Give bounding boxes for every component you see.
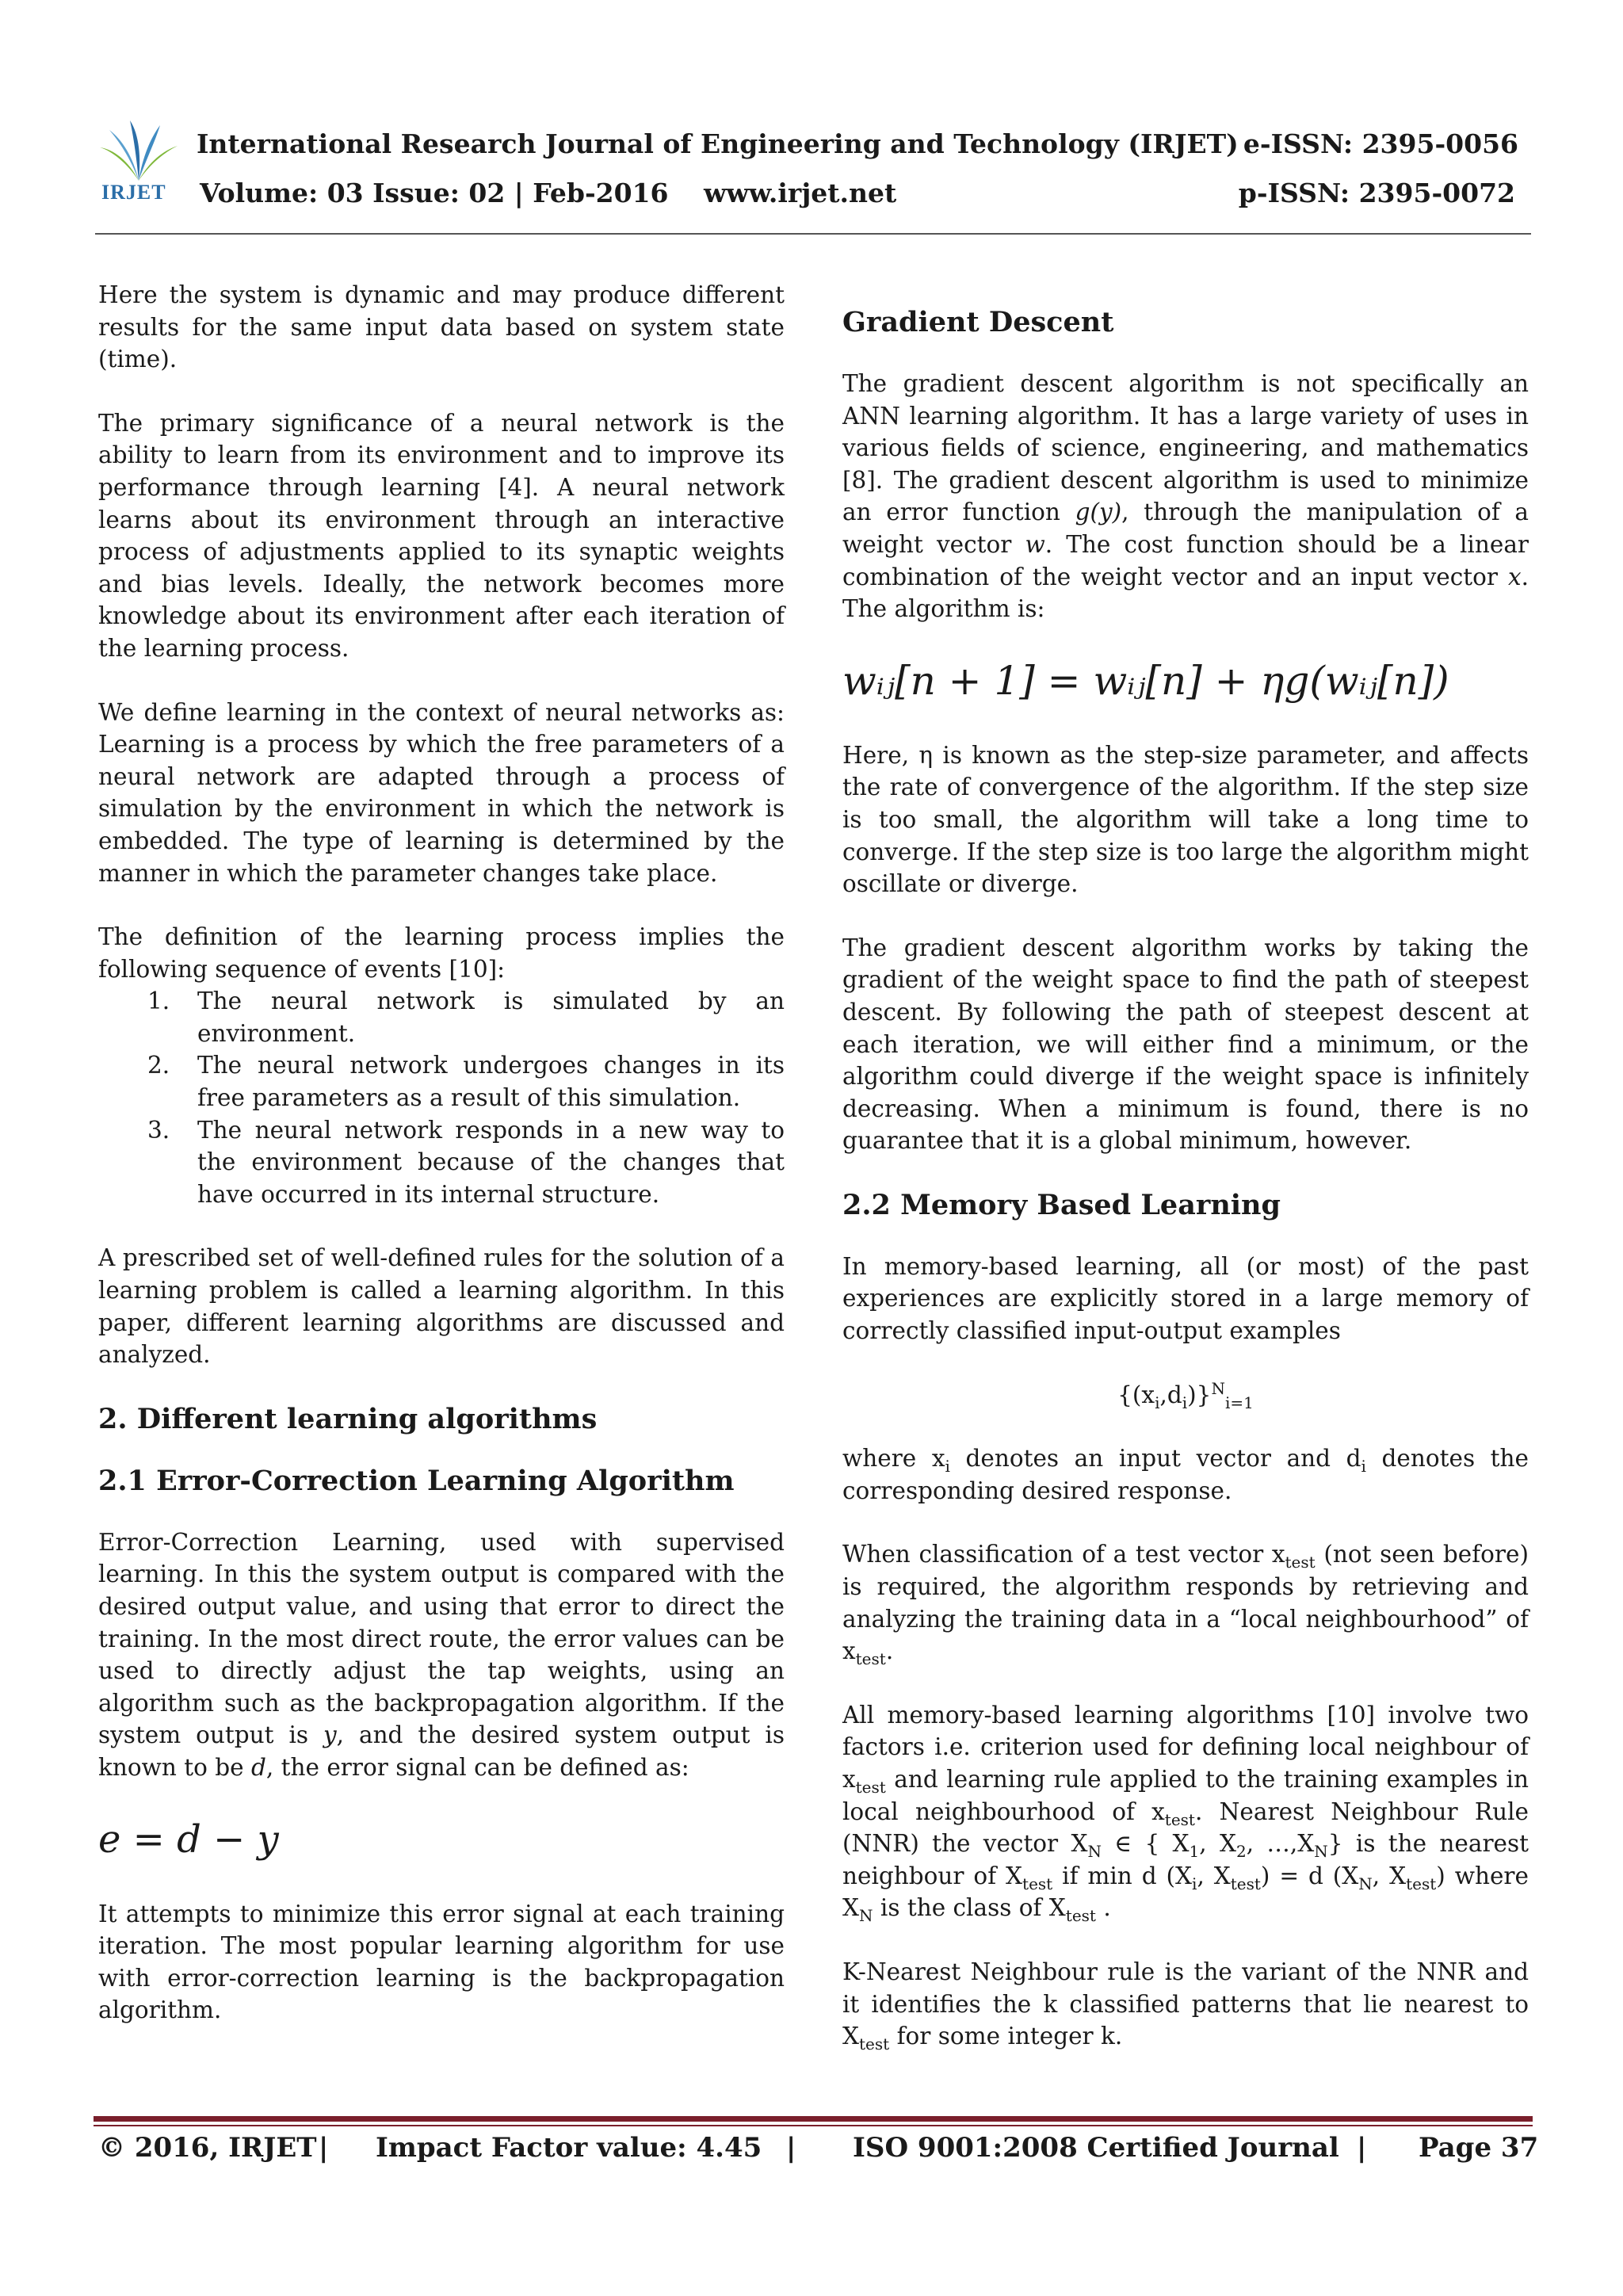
footer-divider (94, 2116, 1533, 2122)
list-item: 2. The neural network undergoes changes in its free parameters as a result of this simulation. (147, 1052, 785, 1112)
website-link[interactable]: www.irjet.net (704, 178, 897, 208)
journal-title: International Research Journal of Engineering and Technology (IRJET) (197, 128, 1239, 159)
irjet-logo (95, 119, 182, 214)
header-divider (95, 233, 1531, 235)
footer-separator: | (1357, 2132, 1367, 2164)
list-item: 3. The neural network responds in a new way to the environment because of the changes that have occurred in its internal structure. (147, 1116, 785, 1208)
iso-certification: ISO 9001:2008 Certified Journal (853, 2132, 1339, 2164)
paragraph: The definition of the learning process implies the following sequence of events [10]: (98, 923, 785, 983)
subsection-heading: Gradient Descent (842, 306, 1114, 338)
error-formula: e = d − y (98, 1817, 279, 1862)
paragraph: When classification of a test vector $x_{test}$ (not seen before) is required, the algorithm responds by retrieving and analyzing the training data in a “local neighbourhood” of $x_{test}$. (842, 1541, 1529, 1669)
footer-separator: | (786, 2132, 796, 2164)
paragraph: The gradient descent algorithm is not specifically an ANN learning algorithm. It has a large variety of uses in various fields of science, engineering, and mathematics [8]. The gradient descent algorithm is used to minimize an error function g(y), through the manipulation of a weight vector w. The cost function should be a linear combination of the weight vector and an input vector x. The algorithm is: (842, 370, 1529, 623)
eissn: e-ISSN: 2395-0056 (1243, 128, 1518, 159)
footer-divider-thin (94, 2125, 1533, 2126)
pissn: p-ISSN: 2395-0072 (1238, 178, 1515, 208)
paragraph: The primary significance of a neural network is the ability to learn from its environment and to improve its performance through learning [4]. A neural network learns about its environment through an interactive process of adjustments applied to its synaptic weights and bias levels. Ideally, the network becomes more knowledge about its environment after each iteration of the learning process. (98, 409, 785, 662)
paragraph: Error-Correction Learning, used with supervised learning. In this the system output is compared with the desired output value, and using that error to direct the training. In the most direct route, the error values can be used to directly adjust the tap weights, using an algorithm such as the backpropagation algorithm. If the system output is y, and the desired system output is known to be d, the error signal can be defined as: (98, 1528, 785, 1781)
list-item: 1. The neural network is simulated by an environment. (147, 988, 785, 1047)
paragraph: We define learning in the context of neural networks as: Learning is a process by which the free parameters of a neural network are adapted through a process of simulation by the environment in which the network is embedded. The type of learning is determined by the manner in which the parameter changes take place. (98, 698, 785, 887)
gradient-descent-formula: wᵢⱼ[n + 1] = wᵢⱼ[n] + ηg(wᵢⱼ[n]) (842, 657, 1449, 704)
paragraph: In memory-based learning, all (or most) of the past experiences are explicitly stored in a large memory of correctly classified input-output examples (842, 1252, 1529, 1345)
impact-factor: Impact Factor value: 4.45 (376, 2132, 762, 2164)
copyright: © 2016, IRJET (98, 2132, 317, 2164)
paragraph: A prescribed set of well-defined rules for the solution of a learning problem is called a learning algorithm. In this paper, different learning algorithms are discussed and analyzed. (98, 1244, 785, 1369)
paragraph: It attempts to minimize this error signal at each training iteration. The most popular learning algorithm for use with error-correction learning is the backpropagation algorithm. (98, 1900, 785, 2024)
paragraph: Here the system is dynamic and may produce different results for the same input data based on system state (time). (98, 281, 785, 373)
logo-text: IRJET (101, 181, 166, 204)
left-column (98, 279, 785, 2058)
page-footer (98, 2132, 1539, 2176)
paragraph: Here, η is known as the step-size parameter, and affects the rate of convergence of the algorithm. If the step size is too small, the algorithm will take a long time to converge. If the step size is too large the algorithm might oscillate or diverge. (842, 741, 1529, 898)
volume-issue: Volume: 03 Issue: 02 | Feb-2016 (200, 178, 669, 208)
subsection-heading: 2.2 Memory Based Learning (842, 1188, 1281, 1221)
paragraph: K-Nearest Neighbour rule is the variant of the NNR and it identifies the k classified patterns that lie nearest to $X_{test}$ for some integer k. (842, 1958, 1529, 2054)
footer-separator: | (319, 2132, 329, 2164)
section-heading: 2. Different learning algorithms (98, 1402, 598, 1435)
logo-leaf-icon (95, 119, 182, 182)
page-header (95, 119, 1529, 238)
subsection-heading: 2.1 Error-Correction Learning Algorithm (98, 1464, 735, 1497)
paragraph: where $x_i$ denotes an input vector and $d_i$ denotes the corresponding desired response. (842, 1445, 1529, 1504)
dataset-notation: $\{(x_i,d_i)\}^N_{i=1}$ (1117, 1378, 1254, 1412)
paragraph: All memory-based learning algorithms [10] involve two factors i.e. criterion used for defining local neighbour of $x_{test}$ and learning rule applied to the training examples in local neighbourhood of $x_{test}$. Nearest Neighbour Rule (NNR) the vector $X_N$ ∈ { $X_1$, $X_2$, $\dots,X_N$} is the nearest neighbour of $X_{test}$ if min d ($X_i$, $X_{test}) = d$ ($X_N$, $X_{test}$) where $X_N$ is the class of $X_{test}$ . (842, 1701, 1529, 1926)
events-list (98, 985, 785, 1210)
right-column (842, 279, 1529, 2084)
page-number: Page 37 (1419, 2132, 1539, 2164)
paragraph: The gradient descent algorithm works by taking the gradient of the weight space to find the path of steepest descent. By following the path of steepest descent at each iteration, we will either find a minimum, or the algorithm could diverge if the weight space is infinitely decreasing. When a minimum is found, there is no guarantee that it is a global minimum, however. (842, 934, 1529, 1155)
